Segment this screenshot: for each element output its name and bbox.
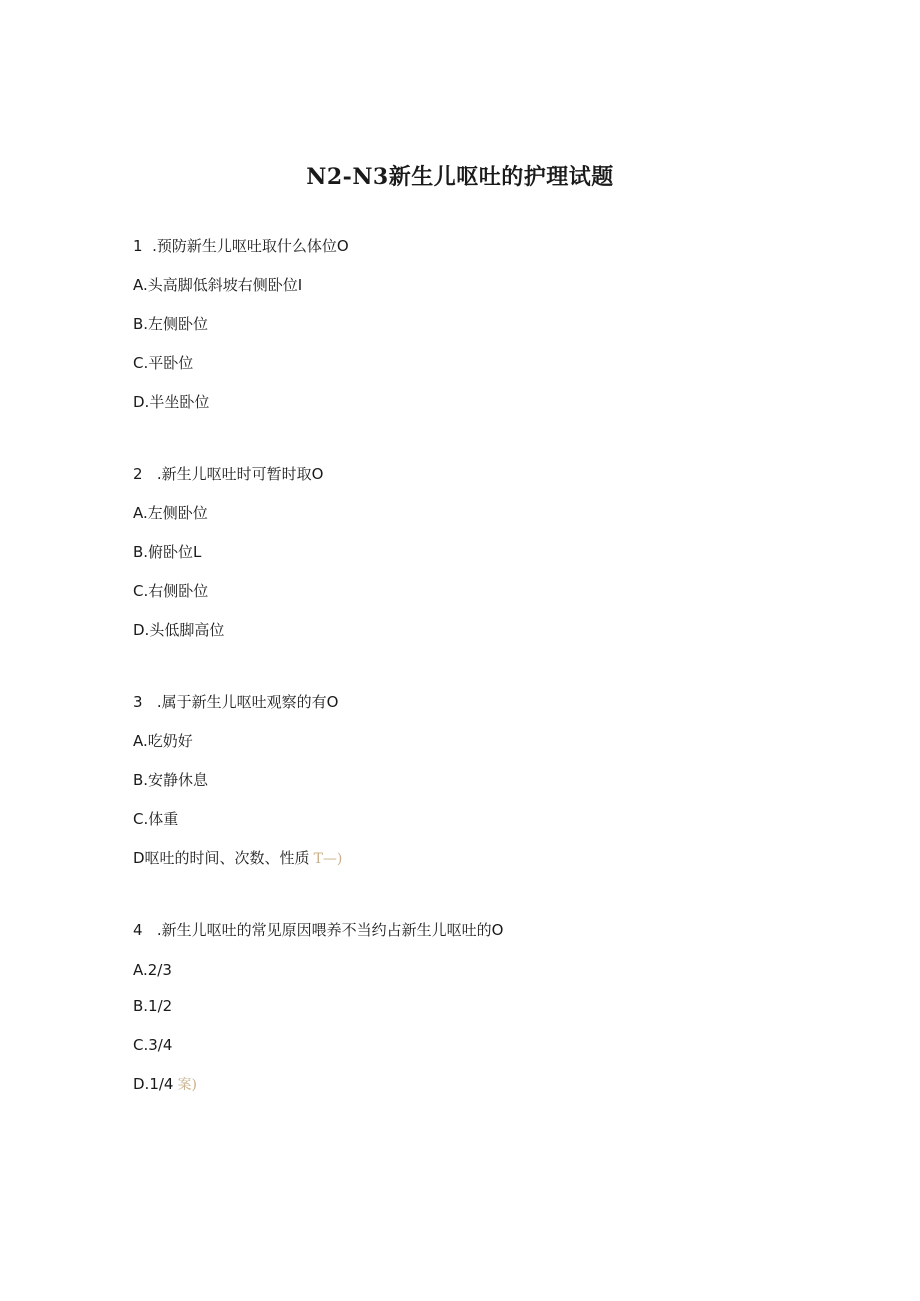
question-1-stem: 1 .预防新生儿呕吐取什么体位O <box>133 237 349 255</box>
question-4-stem: 4 .新生儿呕吐的常见原因喂养不当约占新生儿呕吐的O <box>133 921 504 939</box>
question-3-option-a: A.吃奶好 <box>133 732 193 750</box>
question-2-option-d: D.头低脚高位 <box>133 621 225 639</box>
question-4-option-d-text: D.1/4 <box>133 1075 174 1093</box>
question-1-option-b: B.左侧卧位 <box>133 315 209 333</box>
question-4-option-b: B.1/2 <box>133 997 173 1015</box>
question-3-option-c: C.体重 <box>133 810 179 828</box>
question-1-option-a: A.头高脚低斜坡右侧卧位I <box>133 276 303 294</box>
question-3-stem: 3 .属于新生儿呕吐观察的有O <box>133 693 339 711</box>
question-3-option-b: B.安静休息 <box>133 771 209 789</box>
answer-mark: 案) <box>177 1077 197 1093</box>
question-3-option-d <box>133 848 342 869</box>
question-4-option-a: A.2/3 <box>133 961 172 979</box>
question-1-option-c: C.平卧位 <box>133 354 194 372</box>
question-1-option-d: D.半坐卧位 <box>133 393 210 411</box>
question-3-option-d-text: D呕吐的时间、次数、性质 <box>133 849 310 867</box>
page-title: N2-N3新生儿呕吐的护理试题 <box>306 164 614 190</box>
question-2-option-c: C.右侧卧位 <box>133 582 209 600</box>
answer-mark: T—) <box>313 851 343 867</box>
question-2-option-a: A.左侧卧位 <box>133 504 208 522</box>
question-2-stem: 2 .新生儿呕吐时可暂时取O <box>133 465 324 483</box>
question-2-option-b: B.俯卧位L <box>133 543 202 561</box>
question-4-option-d <box>133 1074 197 1095</box>
question-4-option-c: C.3/4 <box>133 1036 173 1054</box>
